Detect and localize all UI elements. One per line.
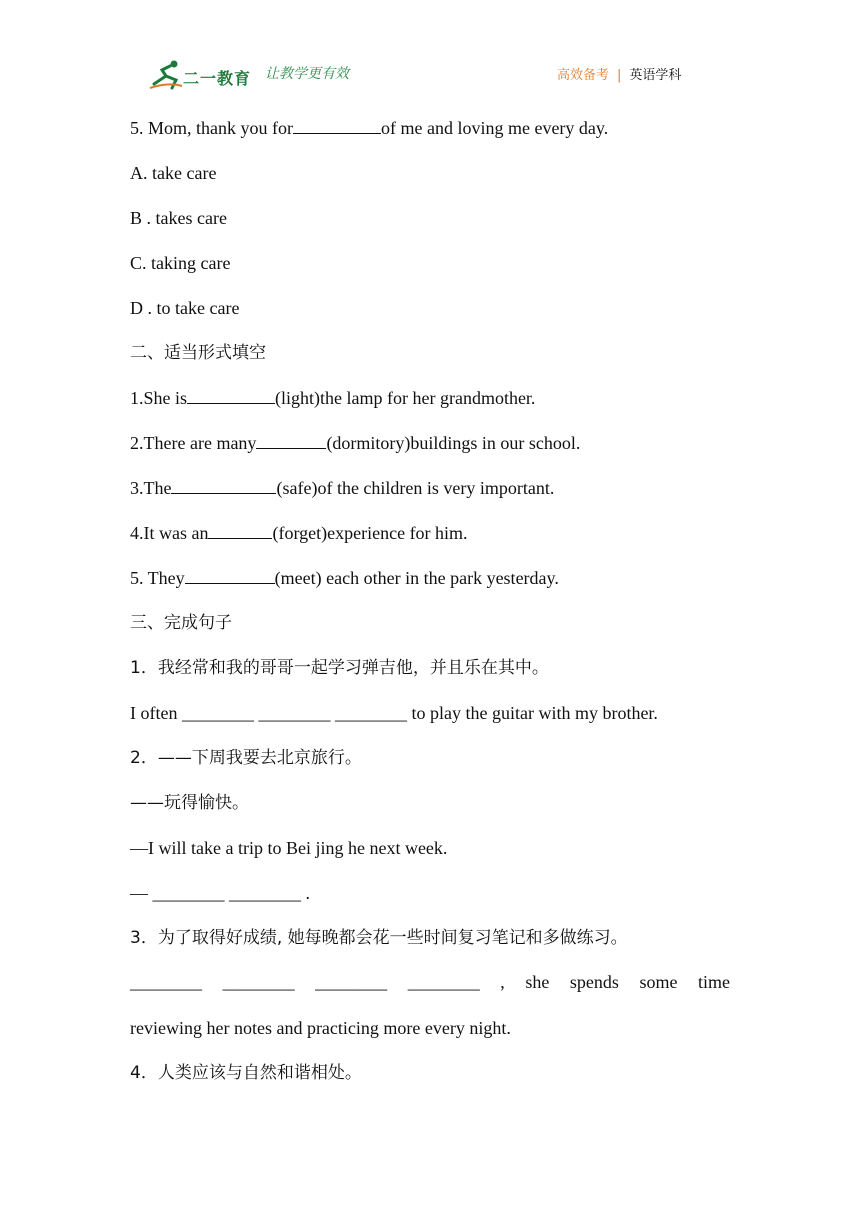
- tag-exam-prep: 高效备考: [557, 68, 610, 83]
- sentence-4-chinese: 4．人类应该与自然和谐相处。: [130, 1063, 362, 1083]
- fill-item-text: 3.The: [130, 478, 172, 498]
- tag-separator: |: [617, 68, 622, 83]
- sentence-word: spends: [569, 972, 619, 992]
- sentence-word: she: [525, 972, 550, 992]
- option-a[interactable]: A. take care: [130, 163, 217, 183]
- fill-item-text: 1.She is: [130, 388, 188, 408]
- sentence-3-english-line-1[interactable]: [130, 972, 730, 993]
- logo-text: 二一教育: [183, 69, 252, 88]
- sentence-word: some: [639, 972, 678, 992]
- option-d[interactable]: D . to take care: [130, 298, 240, 318]
- header-tags: [557, 64, 681, 83]
- answer-blank-text[interactable]: ________: [407, 972, 480, 992]
- answer-blank-text[interactable]: ________: [130, 972, 202, 992]
- answer-blank[interactable]: [208, 522, 272, 539]
- fill-item-text: 5. They: [130, 568, 185, 588]
- sentence-2-chinese-reply: ——玩得愉快。: [130, 793, 249, 813]
- section-3-title: 三、完成句子: [130, 613, 232, 633]
- fill-item-text: (forget)experience for him.: [272, 523, 468, 543]
- option-b[interactable]: B . takes care: [130, 208, 227, 228]
- fill-item-text: (meet) each other in the park yesterday.: [274, 568, 559, 588]
- sentence-2-english-reply[interactable]: — ________ ________ .: [130, 883, 310, 903]
- fill-item-4: [130, 522, 468, 544]
- question-5-stem: [130, 117, 608, 139]
- page-header: [0, 0, 860, 100]
- answer-blank[interactable]: [185, 567, 275, 584]
- option-c[interactable]: C. taking care: [130, 253, 231, 273]
- tag-subject: 英语学科: [629, 68, 682, 83]
- sentence-3-chinese: 3．为了取得好成绩, 她每晚都会花一些时间复习笔记和多做练习。: [130, 928, 628, 948]
- fill-item-3: [130, 477, 554, 499]
- fill-item-text: (safe)of the children is very important.: [276, 478, 555, 498]
- fill-item-text: 4.It was an: [130, 523, 209, 543]
- fill-item-2: [130, 432, 580, 454]
- sentence-1-chinese: 1．我经常和我的哥哥一起学习弹吉他，并且乐在其中。: [130, 658, 549, 678]
- sentence-3-english-line-2: reviewing her notes and practicing more every night.: [130, 1018, 511, 1038]
- fill-item-text: (dormitory)buildings in our school.: [326, 433, 581, 453]
- slogan: 让教学更有效: [265, 66, 349, 82]
- fill-item-text: 2.There are many: [130, 433, 257, 453]
- answer-blank[interactable]: [171, 477, 276, 494]
- answer-blank[interactable]: [256, 432, 326, 449]
- sentence-2-english: —I will take a trip to Bei jing he next week.: [130, 838, 448, 858]
- sentence-2-chinese: 2．——下周我要去北京旅行。: [130, 748, 362, 768]
- answer-blank[interactable]: [187, 387, 275, 404]
- fill-item-1: [130, 387, 535, 409]
- fill-item-5: [130, 567, 559, 589]
- sentence-word: time: [698, 972, 730, 992]
- question-5-stem-start: 5. Mom, thank you for: [130, 118, 293, 138]
- answer-blank-text[interactable]: ________: [315, 972, 388, 992]
- fill-item-text: (light)the lamp for her grandmother.: [275, 388, 536, 408]
- answer-blank-text[interactable]: ________: [222, 972, 295, 992]
- sentence-word: ,: [500, 972, 505, 992]
- section-2-title: 二、适当形式填空: [130, 343, 266, 363]
- question-5-stem-end: of me and loving me every day.: [380, 118, 609, 138]
- answer-blank[interactable]: [293, 117, 381, 134]
- sentence-1-english[interactable]: I often ________ ________ ________ to play the guitar with my brother.: [130, 703, 658, 723]
